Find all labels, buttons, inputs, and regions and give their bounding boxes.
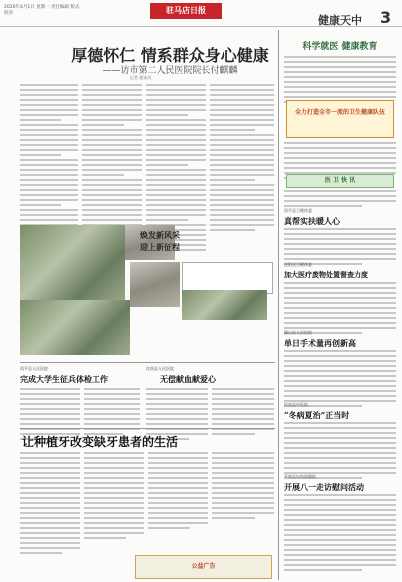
photo-caption-1: 焕发新风采 — [140, 230, 180, 240]
feature-photo-1 — [20, 225, 125, 305]
lead-headline[interactable]: 厚德怀仁 情系群众身心健康 — [71, 46, 269, 65]
lower-article-2-col-2 — [212, 388, 274, 438]
lead-byline: 记者 通讯员 — [130, 75, 152, 80]
bottom-ad[interactable] — [135, 555, 272, 579]
side-article-3-title[interactable]: 单日手术量再创新高 — [284, 338, 356, 348]
lower-article-1-title[interactable]: 完成大学生征兵体检工作 — [20, 374, 108, 384]
side-article-4-text — [284, 422, 396, 482]
lower-article-2-title[interactable]: 无偿献血献爱心 — [160, 374, 216, 384]
newspaper-logo: 驻马店日报 — [150, 3, 222, 19]
side-article-3-text — [284, 350, 396, 410]
lower-article-2-tag: 汝南县人民医院 — [146, 366, 174, 371]
bottom-story-col-4 — [212, 452, 274, 522]
side-article-1-title[interactable]: 真帮实扶暖人心 — [284, 216, 340, 226]
feature-photo-5 — [182, 290, 267, 320]
right-intro-text — [284, 56, 396, 106]
lead-text-col-4 — [210, 84, 274, 234]
side-article-3-tag: 确山县人民医院 — [284, 330, 312, 335]
bottom-story-col-3 — [148, 452, 208, 532]
bottom-story-title[interactable]: 让种植牙改变缺牙患者的生活 — [22, 435, 179, 449]
bottom-ad-text: 公益广告 — [191, 563, 216, 570]
feature-photo-4 — [130, 262, 180, 307]
side-article-5-tag: 平舆县妇幼保健院 — [284, 474, 316, 479]
lower-article-1-col-2 — [84, 388, 140, 438]
side-article-2-tag: 泌阳县卫健体委 — [284, 262, 312, 267]
bottom-story-col-2 — [84, 452, 144, 542]
side-article-5-title[interactable]: 开展八一走访慰问活动 — [284, 482, 364, 492]
divider-2 — [20, 428, 275, 429]
right-feature-box[interactable] — [286, 100, 394, 138]
news-banner-text: 医 卫 快 讯 — [324, 177, 356, 184]
photo-caption-2: 迎上新征程 — [140, 242, 180, 252]
masthead — [0, 0, 402, 27]
section-title: 健康天中 — [318, 14, 362, 27]
side-article-4-title[interactable]: “冬病夏治”正当时 — [284, 410, 350, 420]
right-feature-box-title: 全力打造全市一流的卫生健康队伍 — [294, 109, 385, 116]
side-article-4-tag: 汝南县中医院 — [284, 402, 308, 407]
feature-photo-3 — [20, 300, 130, 355]
side-article-2-title[interactable]: 加大医疗废物处置督查力度 — [284, 270, 368, 279]
issue-meta: 2020年4月1日 星期一 责任编辑 版式 校对 — [4, 5, 80, 16]
lower-article-1-tag: 西平县人民医院 — [20, 366, 48, 371]
side-article-2-text — [284, 282, 396, 337]
side-article-5-text — [284, 494, 396, 574]
column-divider — [278, 30, 279, 580]
bottom-story-col-1 — [20, 452, 80, 557]
side-article-1-tag: 西平县卫健体委 — [284, 208, 312, 213]
right-news-text — [284, 190, 396, 210]
news-banner — [286, 174, 394, 188]
lead-subheadline: ——访市第二人民医院院长付麒麟 — [102, 66, 238, 76]
right-column-header: 科学就医 健康教育 — [302, 42, 378, 52]
page-number: 3 — [380, 8, 392, 27]
divider-1 — [20, 362, 275, 363]
